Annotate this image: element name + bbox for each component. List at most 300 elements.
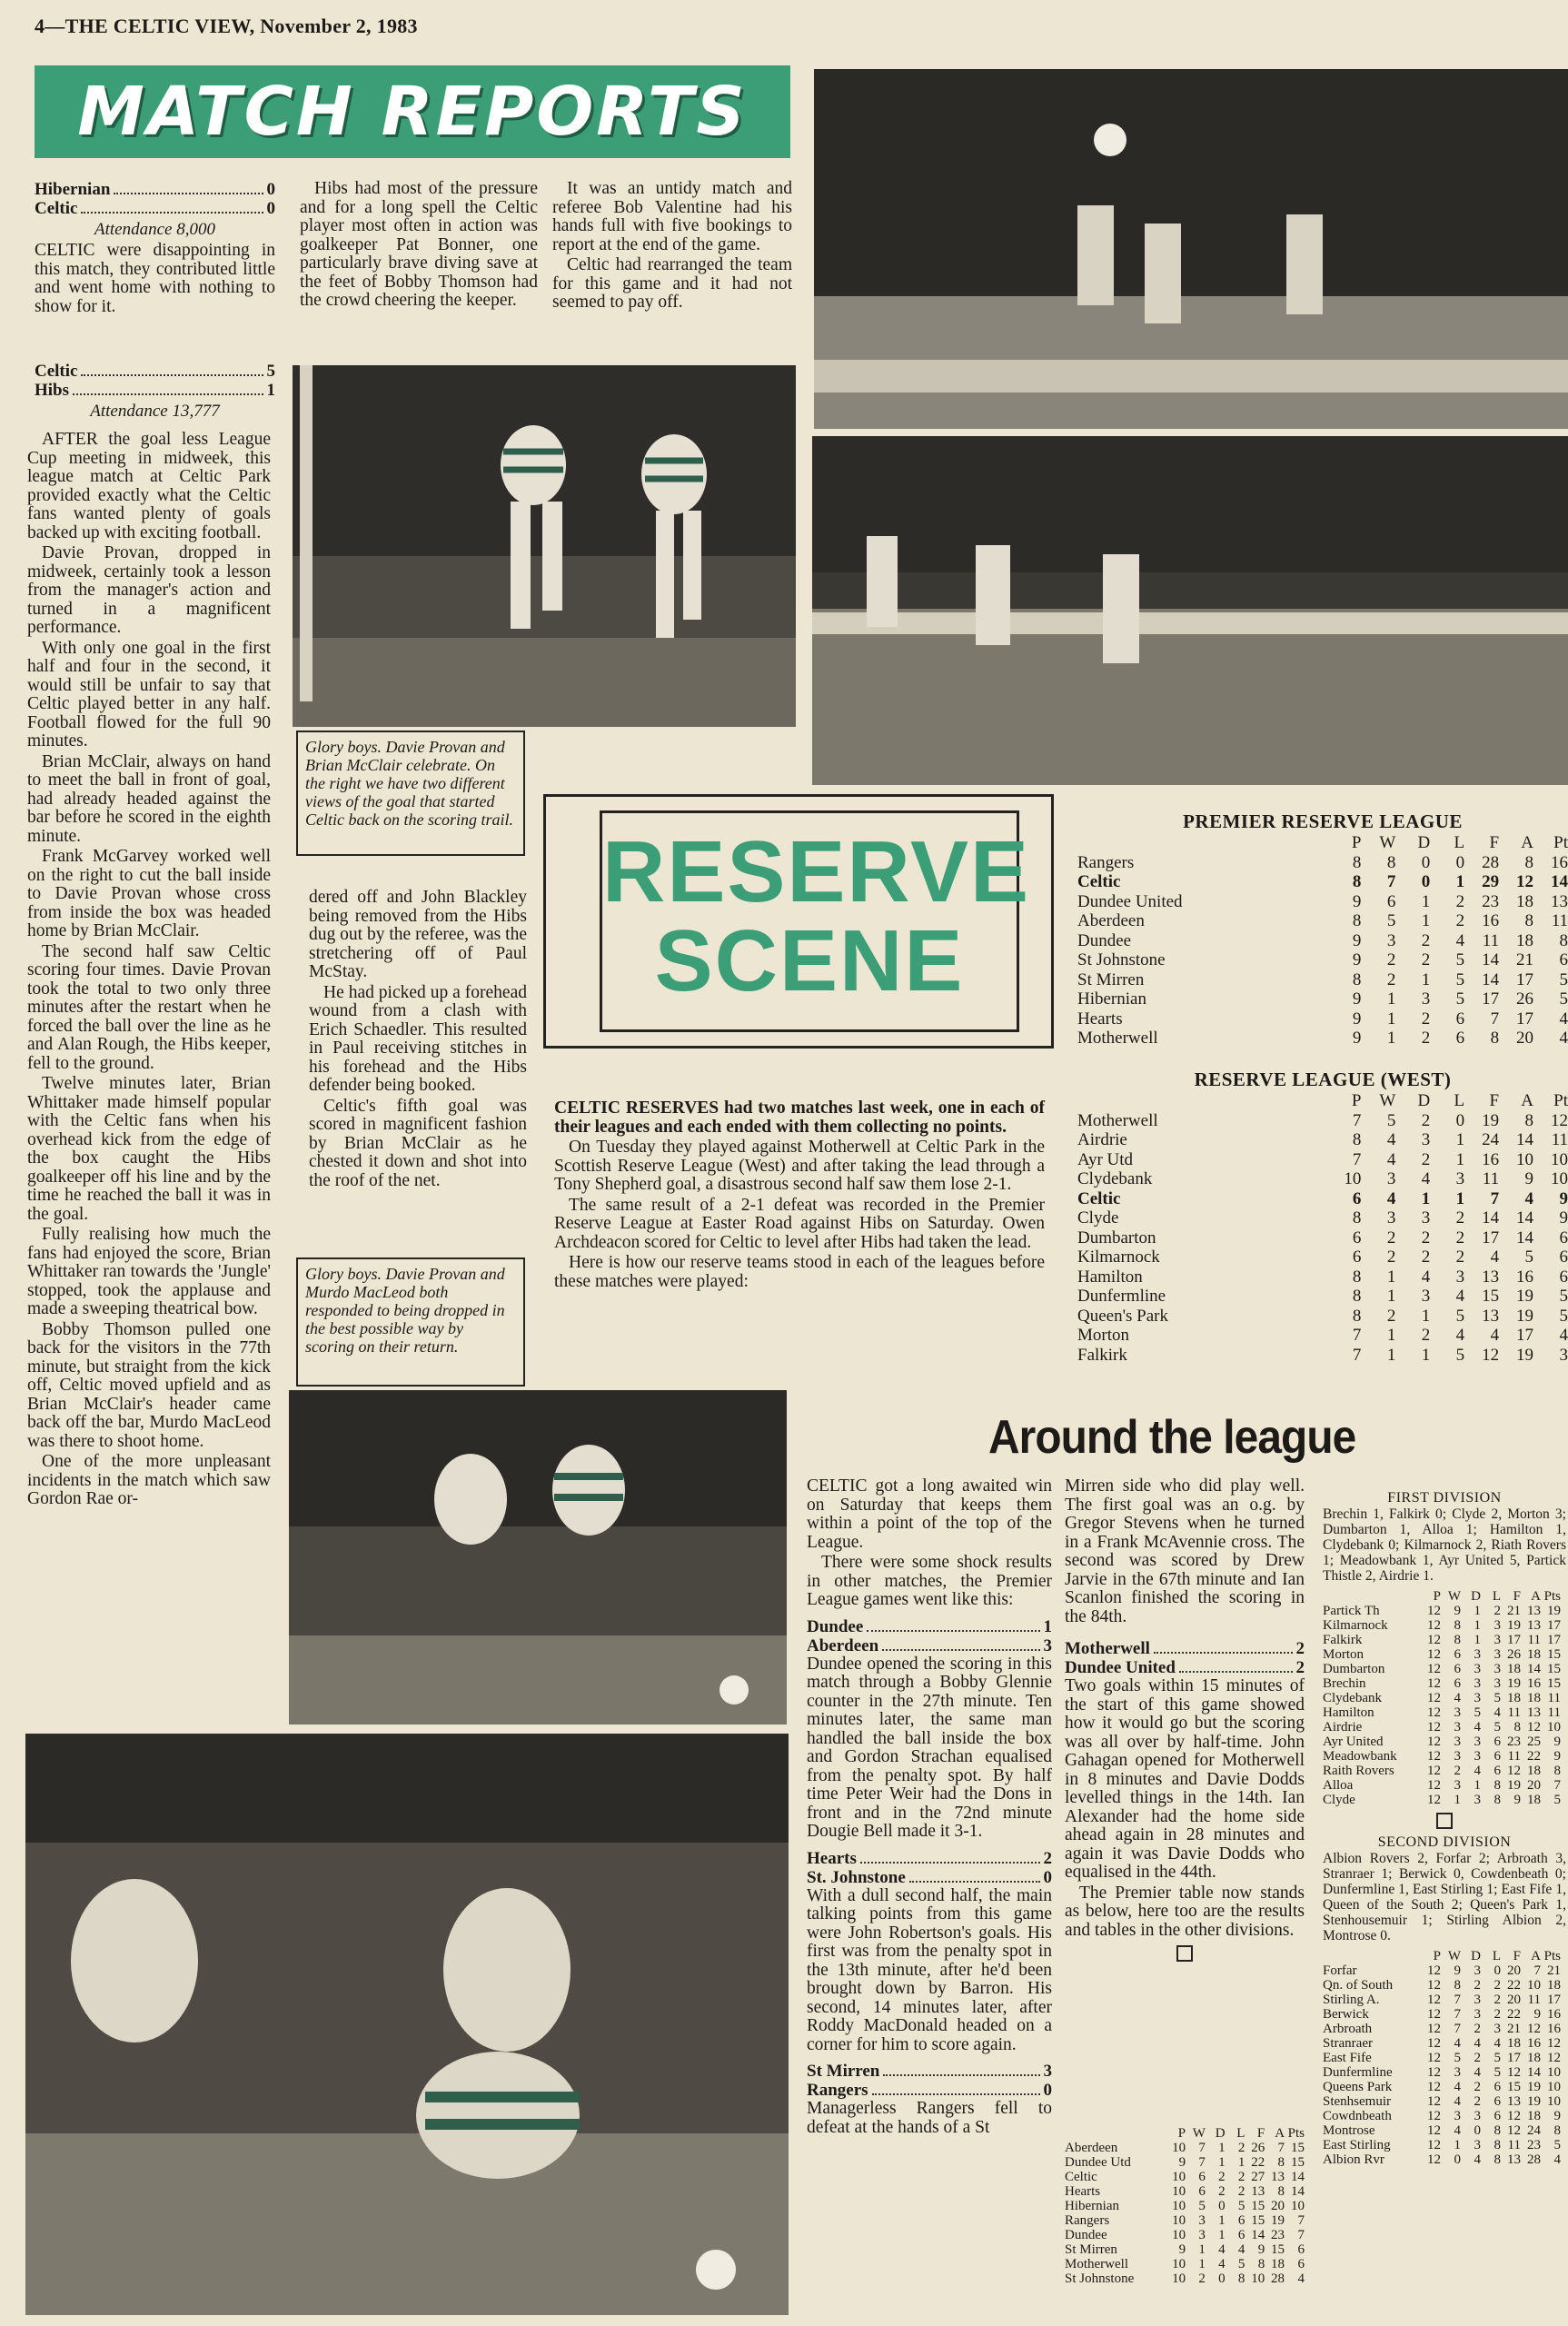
table-row [1065,2184,1305,2199]
stat-cell: 3 [1494,1676,1501,1691]
stat-cell: 2 [1386,950,1396,969]
stat-cell: 18 [1527,1793,1541,1807]
team-name: Stranraer [1323,2036,1373,2051]
stat-cell: 12 [1427,1764,1441,1778]
stat-cell: 12 [1427,1647,1441,1662]
team-name: Clydebank [1323,1691,1382,1705]
stat-cell: 5 [1455,989,1465,1009]
table-row [1065,2228,1305,2242]
stat-cell: 2 [1421,1228,1431,1247]
team-name: Dundee [1065,2228,1107,2242]
match1-col2: Hibs had most of the pressure and for a long spell the Celtic player most often in action was goalkeeper Pat Bonner, one particularly brave diving save at the feet of Bobby Thomson had the crowd cheering the keeper. [300,179,538,310]
stat-cell: 2 [1494,1604,1501,1618]
stat-cell: 5 [1455,969,1465,989]
table-row [1065,2199,1305,2213]
reserve-lead: CELTIC RESERVES had two matches last week, one in each of their leagues and each ended with them collecting no points. [554,1098,1045,1137]
stat-cell: 4 [1454,2094,1461,2109]
stat-cell: 18 [1527,1764,1541,1778]
table-row [1077,1267,1568,1287]
stat-cell: 24 [1527,2123,1541,2138]
team-name: Dundee [1077,930,1132,950]
stat-cell: 13 [1507,2152,1521,2167]
stat-cell: 12 [1427,1793,1441,1807]
stat-cell: 7 [1352,1326,1362,1345]
stat-cell: 9 [1178,2242,1186,2257]
stat-cell: 27 [1251,2170,1265,2184]
team-name: Hearts [1077,1009,1123,1029]
first-division-title: FIRST DIVISION [1387,1490,1502,1506]
stat-cell: 1 [1421,1306,1431,1326]
stat-cell: 6 [1198,2184,1206,2199]
divider-square [1176,1945,1193,1962]
team-name: Clyde [1077,1208,1119,1228]
stat-cell: 12 [1482,1345,1500,1365]
stat-cell: 9 [1352,1029,1362,1048]
table-row [1077,931,1568,951]
stat-cell: 2 [1421,1029,1431,1048]
stat-cell: 1 [1218,2228,1226,2242]
stat-cell: 1 [1454,1793,1461,1807]
stat-cell: 12 [1551,1110,1568,1130]
team-name: Cowdnbeath [1323,2109,1392,2123]
stat-cell: 1 [1455,1188,1465,1208]
column-header: A [1531,1589,1541,1604]
stat-cell: 12 [1527,2022,1541,2036]
table-header [1077,1091,1568,1111]
stat-cell: 20 [1507,1963,1521,1978]
stat-cell: 5 [1198,2199,1206,2213]
around-col1: CELTIC got a long awaited win on Saturday that keeps them within a point of the top of the League. There were some shock results in other matches, the Premier League games went like this: Dundee 1 Aberdeen 3 Dundee opened the scoring in this match through a Bobby Glennie counter in the 27th minute. Ten minutes later, the same man handled the ball inside the box and Gordon Strachan equalised from the penalty spot. By half time Peter Weir had the Dons in front and in the 72nd minute Dougie Bell made it 3-1. Hearts 2 St. Johnstone 0 With a dull second half, the main talking points from this game were John Robertson's goals. His first was from the penalty spot in the 13th minute, after he'd been brought down by Barron. His second, 14 minutes later, after Roddy MacDonald headed on a corner for him to score again. St Mirren 3 Rangers 0 Managerless Rangers fell to defeat at the hands of a St [807,1476,1052,2137]
stat-cell: 18 [1516,891,1534,911]
column-header: F [1256,2126,1265,2141]
stat-cell: 6 [1297,2257,1305,2271]
table-row [1323,2138,1561,2152]
table-row [1065,2141,1305,2155]
stat-cell: 4 [1454,2080,1461,2094]
table-row [1323,2109,1561,2123]
stat-cell: 7 [1454,2022,1461,2036]
table-row [1323,1793,1561,1807]
stat-cell: 10 [1551,1149,1568,1169]
stat-cell: 6 [1494,2094,1501,2109]
stat-cell: 1 [1455,1130,1465,1149]
divider-square [1436,1813,1453,1829]
stat-cell: 19 [1527,2094,1541,2109]
stat-cell: 11 [1507,1705,1521,1720]
stat-cell: 6 [1386,891,1396,911]
stat-cell: 2 [1494,1978,1501,1993]
stat-cell: 0 [1421,872,1431,891]
stat-cell: 7 [1533,1963,1541,1978]
stat-cell: 5 [1474,1705,1481,1720]
table-header [1323,1949,1561,1963]
stat-cell: 5 [1455,1345,1465,1365]
stat-cell: 12 [1427,1963,1441,1978]
stat-cell: 0 [1421,852,1431,872]
stat-cell: 11 [1482,930,1500,950]
stat-cell: 11 [1547,1705,1561,1720]
stat-cell: 2 [1454,1764,1461,1778]
table-row [1077,1326,1568,1346]
stat-cell: 19 [1271,2213,1285,2228]
stat-cell: 10 [1172,2271,1186,2286]
team-name: Rangers [1065,2213,1110,2228]
stat-cell: 4 [1490,1247,1500,1267]
stat-cell: 5 [1494,2051,1501,2065]
stat-cell: 3 [1474,2109,1481,2123]
stat-cell: 3 [1494,1618,1501,1633]
stat-cell: 4 [1218,2257,1226,2271]
stat-cell: 26 [1516,989,1534,1009]
stat-cell: 8 [1257,2257,1265,2271]
team-name: Dundee United [1077,891,1183,911]
table-row [1077,950,1568,970]
stat-cell: 12 [1427,1633,1441,1647]
stat-cell: 1 [1218,2141,1226,2155]
stat-cell: 15 [1291,2155,1305,2170]
stat-cell: 9 [1178,2155,1186,2170]
stat-cell: 1 [1386,1267,1396,1287]
photo-goal-view-2 [812,436,1568,785]
table-row [1323,1993,1561,2007]
team-name: Motherwell [1065,2257,1128,2271]
stat-cell: 8 [1494,1778,1501,1793]
stat-cell: 12 [1507,2123,1521,2138]
table-row [1323,1705,1561,1720]
stat-cell: 7 [1297,2228,1305,2242]
team-name: Airdrie [1323,1720,1363,1735]
stat-cell: 4 [1494,2036,1501,2051]
stat-cell: 25 [1527,1735,1541,1749]
stat-cell: 14 [1527,2065,1541,2080]
stat-cell: 1 [1421,969,1431,989]
stat-cell: 1 [1455,872,1465,891]
team-name: East Fife [1323,2051,1372,2065]
stat-cell: 17 [1516,969,1534,989]
stat-cell: 11 [1551,1130,1568,1149]
stat-cell: 16 [1551,852,1568,872]
premier-table [1065,2126,1305,2286]
stat-cell: 5 [1494,1720,1501,1735]
stat-cell: 13 [1271,2170,1285,2184]
stat-cell: 5 [1553,2138,1561,2152]
column-header: P [1177,2126,1186,2141]
stat-cell: 18 [1516,930,1534,950]
team-name: Partick Th [1323,1604,1380,1618]
team-name: Stirling A. [1323,1993,1380,2007]
stat-cell: 15 [1251,2199,1265,2213]
stat-cell: 9 [1257,2242,1265,2257]
stat-cell: 2 [1474,2094,1481,2109]
team-name: Aberdeen [1065,2141,1118,2155]
stat-cell: 7 [1553,1778,1561,1793]
stat-cell: 28 [1527,2152,1541,2167]
stat-cell: 8 [1559,930,1568,950]
stat-cell: 16 [1482,1149,1500,1169]
column-header: Pts [1543,1949,1561,1963]
stat-cell: 8 [1494,2138,1501,2152]
stat-cell: 13 [1551,891,1568,911]
banner-title: MATCH REPORTS [77,73,748,151]
team-name: Hibernian [1077,989,1146,1009]
second-division-results: Albion Rovers 2, Forfar 2; Arbroath 3, Stranraer 1; Berwick 0, Cowdenbeath 0; Dunfermline 1, East Stirling 1; East Fife 1, Queen of the South 2; Queen's Park 1, Stenhousemuir 1; Stirling Albion 2, Montrose 0. [1323,1851,1566,1943]
table-row [1323,1633,1561,1647]
stat-cell: 10 [1547,1720,1561,1735]
stat-cell: 19 [1507,1778,1521,1793]
photo-goal-view-1 [814,69,1568,429]
column-header: P [1433,1589,1441,1604]
stat-cell: 14 [1527,1662,1541,1676]
stat-cell: 4 [1421,1169,1431,1188]
column-header: Pts [1543,1589,1561,1604]
column-header: L [1492,1589,1501,1604]
table-row [1077,1228,1568,1248]
match1-attendance: Attendance 8,000 [94,220,215,239]
stat-cell: 2 [1218,2170,1226,2184]
stat-cell: 9 [1553,2109,1561,2123]
team-name: Queens Park [1323,2080,1393,2094]
stat-cell: 8 [1494,1793,1501,1807]
stat-cell: 5 [1559,989,1568,1009]
team-name: Falkirk [1077,1345,1127,1365]
column-header: L [1236,2126,1245,2141]
stat-cell: 2 [1218,2184,1226,2199]
reserve-scene-logo [600,810,1031,1032]
stat-cell: 1 [1386,1287,1396,1306]
stat-cell: 7 [1352,1110,1362,1130]
stat-cell: 4 [1524,1188,1534,1208]
team-name: Motherwell [1077,1110,1158,1130]
team-name: Celtic [1065,2170,1097,2184]
column-header: A [1531,1949,1541,1963]
stat-cell: 20 [1527,1778,1541,1793]
team-name: Celtic [1077,1188,1121,1208]
stat-cell: 2 [1421,930,1431,950]
stat-cell: 12 [1516,872,1534,891]
stat-cell: 6 [1455,1029,1465,1048]
table-header [1065,2126,1305,2141]
column-header: P [1351,1091,1362,1110]
stat-cell: 26 [1507,1647,1521,1662]
stat-cell: 3 [1421,1208,1431,1228]
stat-cell: 0 [1454,2152,1461,2167]
stat-cell: 4 [1559,1029,1568,1048]
stat-cell: 6 [1454,1676,1461,1691]
stat-cell: 29 [1482,872,1500,891]
stat-cell: 1 [1218,2155,1226,2170]
stat-cell: 1 [1421,1188,1431,1208]
stat-cell: 6 [1198,2170,1206,2184]
stat-cell: 18 [1527,2051,1541,2065]
stat-cell: 0 [1455,1110,1465,1130]
stat-cell: 0 [1474,2123,1481,2138]
stat-cell: 3 [1386,1208,1396,1228]
stat-cell: 3 [1474,1647,1481,1662]
team-name: Brechin [1323,1676,1366,1691]
stat-cell: 14 [1291,2170,1305,2184]
stat-cell: 8 [1553,2123,1561,2138]
stat-cell: 15 [1507,2080,1521,2094]
match1-col3: It was an untidy match and referee Bob Valentine had his hands full with five bookings to report at the end of the game. Celtic had rearranged the team for this game and it had not seemed to pay off. [552,179,792,312]
table-row [1323,1676,1561,1691]
table-row [1065,2170,1305,2184]
stat-cell: 4 [1454,2036,1461,2051]
stat-cell: 9 [1524,1169,1534,1188]
stat-cell: 8 [1494,2123,1501,2138]
stat-cell: 24 [1482,1130,1500,1149]
stat-cell: 6 [1494,1749,1501,1764]
stat-cell: 3 [1386,1169,1396,1188]
team-name: Meadowbank [1323,1749,1397,1764]
stat-cell: 12 [1507,2065,1521,2080]
stat-cell: 10 [1251,2271,1265,2286]
stat-cell: 8 [1553,1764,1561,1778]
stat-cell: 15 [1291,2141,1305,2155]
stat-cell: 4 [1553,2152,1561,2167]
stat-cell: 6 [1494,2109,1501,2123]
column-header: F [1489,1091,1500,1110]
stat-cell: 9 [1352,930,1362,950]
stat-cell: 13 [1251,2184,1265,2199]
table-row [1323,1604,1561,1618]
column-header: D [1215,2126,1226,2141]
stat-cell: 10 [1172,2141,1186,2155]
stat-cell: 4 [1474,2065,1481,2080]
stat-cell: 8 [1277,2184,1285,2199]
team-name: Hamilton [1323,1705,1374,1720]
stat-cell: 3 [1474,1963,1481,1978]
stat-cell: 12 [1427,2123,1441,2138]
stat-cell: 12 [1527,1720,1541,1735]
stat-cell: 5 [1559,1287,1568,1306]
column-header: F [1513,1589,1521,1604]
stat-cell: 6 [1352,1188,1362,1208]
stat-cell: 9 [1553,1735,1561,1749]
stat-cell: 17 [1507,1633,1521,1647]
stat-cell: 18 [1271,2257,1285,2271]
stat-cell: 2 [1237,2141,1245,2155]
stat-cell: 2 [1237,2170,1245,2184]
table-header [1077,833,1568,853]
stat-cell: 12 [1547,2051,1561,2065]
stat-cell: 1 [1386,1009,1396,1029]
stat-cell: 12 [1427,1705,1441,1720]
stat-cell: 9 [1454,1963,1461,1978]
table-row [1077,1029,1568,1049]
table-row [1065,2242,1305,2257]
table-row [1323,2036,1561,2051]
stat-cell: 15 [1271,2242,1285,2257]
team-name: Hearts [1065,2184,1101,2199]
stat-cell: 10 [1551,1169,1568,1188]
stat-cell: 3 [1454,2065,1461,2080]
stat-cell: 9 [1533,2007,1541,2022]
stat-cell: 12 [1427,2094,1441,2109]
stat-cell: 7 [1352,1149,1362,1169]
stat-cell: 21 [1516,950,1534,969]
match1-score: Hibernian 0 Celtic 0 Attendance 8,000 CELTIC were disappointing in this match, they contributed little and went home with nothing to show for it. [35,180,275,316]
stat-cell: 7 [1490,1188,1500,1208]
column-header: A [1521,833,1534,852]
team-name: Queen's Park [1077,1306,1168,1326]
team-name: Ayr United [1323,1735,1384,1749]
stat-cell: 5 [1455,1306,1465,1326]
table-row [1323,2123,1561,2138]
stat-cell: 4 [1559,1326,1568,1345]
reserve-west-table [1077,1069,1568,1365]
stat-cell: 7 [1198,2141,1206,2155]
table-header [1323,1589,1561,1604]
page-header: 4—THE CELTIC VIEW, November 2, 1983 [35,15,418,37]
column-header: L [1492,1949,1501,1963]
team-name: Clyde [1323,1793,1355,1807]
column-header: A [1275,2126,1285,2141]
stat-cell: 8 [1524,1110,1534,1130]
stat-cell: 19 [1516,1287,1534,1306]
table-row [1077,1169,1568,1189]
stat-cell: 23 [1507,1735,1521,1749]
stat-cell: 2 [1421,950,1431,969]
stat-cell: 3 [1474,2007,1481,2022]
team-name: Kilmarnock [1077,1247,1160,1267]
stat-cell: 3 [1421,1287,1431,1306]
stat-cell: 17 [1482,1228,1500,1247]
table-row [1077,1208,1568,1228]
stat-cell: 12 [1427,2007,1441,2022]
stat-cell: 9 [1553,1749,1561,1764]
stat-cell: 8 [1352,1130,1362,1149]
stat-cell: 8 [1352,1208,1362,1228]
table-row [1077,970,1568,990]
column-header: W [1379,1091,1396,1110]
caption-celebration: Glory boys. Davie Provan and Brian McClair celebrate. On the right we have two different views of the goal that started Celtic back on the scoring trail. [296,731,525,856]
stat-cell: 1 [1237,2155,1245,2170]
team-name: Dumbarton [1323,1662,1385,1676]
team-name: Motherwell [1077,1029,1158,1048]
stat-cell: 3 [1474,1749,1481,1764]
team-name: Kilmarnock [1323,1618,1388,1633]
stat-cell: 18 [1507,1662,1521,1676]
premier-reserve-table [1077,810,1568,1049]
column-header: D [1471,1949,1481,1963]
stat-cell: 18 [1507,2036,1521,2051]
stat-cell: 22 [1507,1978,1521,1993]
stat-cell: 6 [1352,1228,1362,1247]
stat-cell: 1 [1474,1604,1481,1618]
stat-cell: 2 [1474,2022,1481,2036]
stat-cell: 12 [1427,2065,1441,2080]
table-row [1323,1662,1561,1676]
stat-cell: 10 [1547,2080,1561,2094]
column-header: W [1447,1589,1461,1604]
team-name: Montrose [1323,2123,1375,2138]
stat-cell: 10 [1172,2213,1186,2228]
stat-cell: 3 [1474,1691,1481,1705]
stat-cell: 12 [1427,2036,1441,2051]
stat-cell: 20 [1271,2199,1285,2213]
stat-cell: 3 [1559,1345,1568,1365]
stat-cell: 7 [1198,2155,1206,2170]
stat-cell: 10 [1291,2199,1305,2213]
stat-cell: 3 [1474,2138,1481,2152]
stat-cell: 3 [1421,1130,1431,1149]
stat-cell: 7 [1352,1345,1362,1365]
table-row [1077,911,1568,931]
stat-cell: 4 [1297,2271,1305,2286]
stat-cell: 3 [1198,2228,1206,2242]
stat-cell: 8 [1490,1029,1500,1048]
stat-cell: 1 [1386,1345,1396,1365]
